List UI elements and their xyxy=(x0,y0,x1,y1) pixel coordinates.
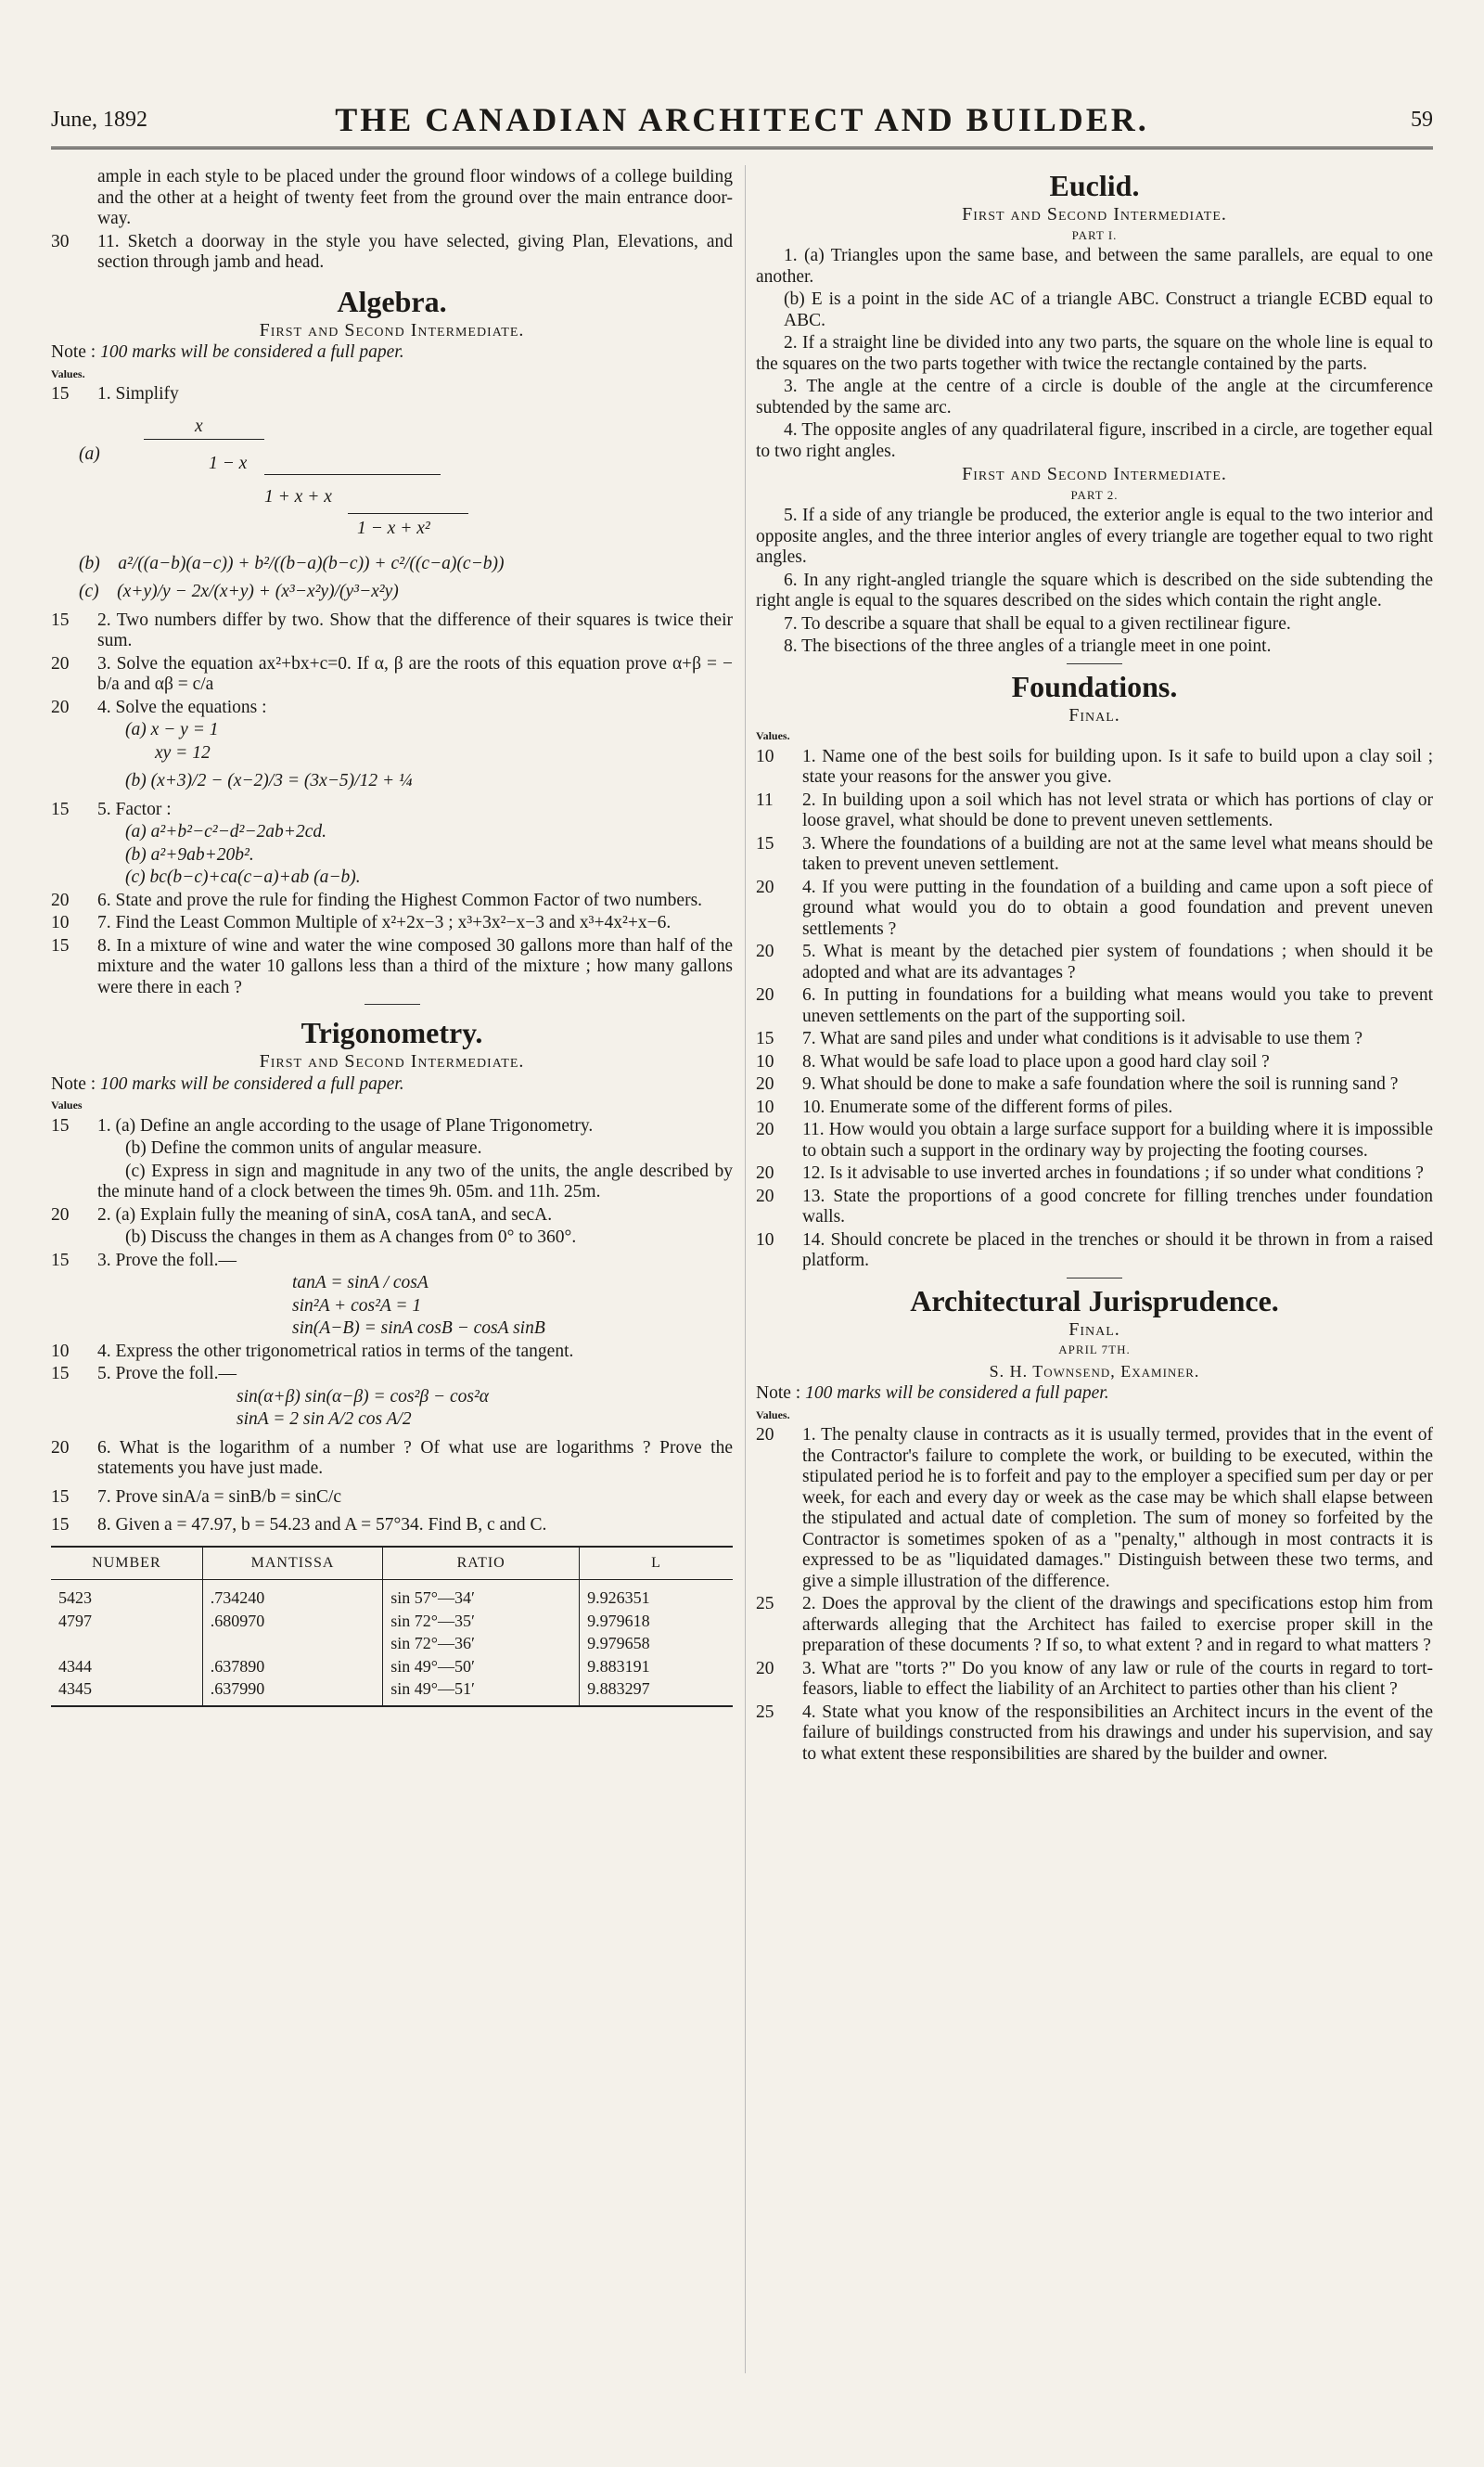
column-divider xyxy=(745,165,746,2373)
section-subtitle: Final. xyxy=(1068,704,1120,726)
equation: xy = 12 xyxy=(155,742,211,763)
value: 10 xyxy=(756,1097,774,1117)
question: 20 4. Solve the equations : xyxy=(51,697,267,717)
table-row xyxy=(51,1580,733,1610)
table-cell: sin 72°—35′ xyxy=(383,1610,580,1633)
page-number: 59 xyxy=(1411,108,1433,132)
section-subtitle: First and Second Intermediate. xyxy=(962,204,1227,225)
table-row xyxy=(51,1677,733,1706)
table-cell: 9.979618 xyxy=(580,1610,733,1633)
table-cell xyxy=(202,1632,382,1655)
table-cell: 4797 xyxy=(58,1611,92,1630)
question: 25 4. State what you know of the responsibilities an Architect incurs in the event of the failure of buildings constructed from his drawings and under his supervision, and say to what extent these responsibilities are shared by the builder and owner. xyxy=(756,1702,1433,1764)
note: Note : 100 marks will be considered a full paper. xyxy=(51,342,404,362)
page-header xyxy=(51,100,1433,149)
question: 15 8. In a mixture of wine and water the wine composed 30 gallons more than half of the mixture and the water 10 gallons less than a third of the mixture ; how many gallons were there in each ? xyxy=(51,935,733,997)
section-subtitle: First and Second Intermediate. xyxy=(259,319,525,340)
value: 15 xyxy=(51,799,70,819)
table-cell: 9.883297 xyxy=(580,1677,733,1706)
table-cell xyxy=(51,1632,202,1655)
equation: (b) a²/((a−b)(a−c)) + b²/((b−a)(b−c)) + c²/((c−a)(c−b)) xyxy=(79,553,505,573)
question: 20 3. What are "torts ?" Do you know of any law or rule of the courts in regard to tort-feasors, liable to effect the liability of an Architect to parties other than his client ? xyxy=(756,1658,1433,1699)
value: 20 xyxy=(756,1074,774,1094)
question: 10 4. Express the other trigonometrical ratios in terms of the tangent. xyxy=(51,1341,574,1361)
section-title-jurisprudence: Architectural Jurisprudence. xyxy=(910,1283,1279,1317)
question: 10 14. Should concrete be placed in the trenches or should it be thrown in from a raised platform. xyxy=(756,1229,1433,1270)
value: 11 xyxy=(756,790,774,810)
value: 10 xyxy=(51,913,70,932)
values-label: Values. xyxy=(756,729,790,742)
value: 20 xyxy=(51,653,70,674)
examiner: S. H. Townsend, Examiner. xyxy=(989,1361,1200,1381)
question: 20 6. What is the logarithm of a number ? Of what use are logarithms ? Prove the statements you have just made. xyxy=(51,1437,733,1478)
issue-date: June, 1892 xyxy=(51,108,147,132)
value: 15 xyxy=(51,610,70,630)
value: 20 xyxy=(756,1120,774,1139)
table-cell: 4345 xyxy=(51,1677,202,1706)
question: 15 3. Prove the foll.— xyxy=(51,1250,237,1270)
section-subtitle: First and Second Intermediate. xyxy=(259,1051,525,1072)
equation: sinA = 2 sin A/2 cos A/2 xyxy=(237,1409,412,1429)
value: 15 xyxy=(51,1250,70,1270)
table-header-row xyxy=(51,1547,733,1580)
question: 3. The angle at the centre of a circle is double of the angle at the circumference subtended by the same arc. xyxy=(756,377,1433,418)
value: 10 xyxy=(756,1229,774,1250)
equation: sin(A−B) = sinA cosB − cosA sinB xyxy=(292,1318,545,1338)
value: 20 xyxy=(756,1425,774,1445)
value: 10 xyxy=(756,746,774,766)
section-title-foundations: Foundations. xyxy=(1011,669,1178,703)
table-cell: 9.979658 xyxy=(580,1632,733,1655)
question: 20 6. State and prove the rule for finding the Highest Common Factor of two numbers. xyxy=(51,890,703,910)
question: 10 8. What would be safe load to place upon a good hard clay soil ? xyxy=(756,1051,1270,1072)
question-part: (b) Discuss the changes in them as A changes from 0° to 360°. xyxy=(125,1227,577,1247)
question: 15 5. Factor : xyxy=(51,799,172,819)
table-row xyxy=(51,1632,733,1655)
value: 15 xyxy=(51,1486,70,1507)
question: 1. (a) Triangles upon the same base, and between the same parallels, are equal to one another. xyxy=(756,246,1433,287)
table-row xyxy=(51,1610,733,1633)
value: 30 xyxy=(51,231,70,251)
equation: (a) a²+b²−c²−d²−2ab+2cd. xyxy=(125,822,326,842)
question: 20 12. Is it advisable to use inverted arches in foundations ; if so under what conditions ? xyxy=(756,1163,1424,1183)
question: 2. If a straight line be divided into any two parts, the square on the whole line is equal to the squares on the two parts together with twice the rectangle contained by the parts. xyxy=(756,333,1433,374)
question: 20 11. How would you obtain a large surface support for a building where it is impossible to obtain such a support in the ordinary way by projecting the footing courses. xyxy=(756,1120,1433,1161)
question-part: (b) Define the common units of angular measure. xyxy=(125,1138,482,1158)
table-cell: .637990 xyxy=(202,1677,382,1706)
question: 20 3. Solve the equation ax²+bx+c=0. If α, β are the roots of this equation prove α+β = − b/a and αβ = c/a xyxy=(51,653,733,694)
section-subtitle: First and Second Intermediate. xyxy=(962,464,1227,484)
value: 15 xyxy=(51,935,70,956)
question: 20 6. In putting in foundations for a building what means would you take to prevent uneven settlements on the part of the supporting soil. xyxy=(756,985,1433,1026)
equation: (a) x − y = 1 xyxy=(125,720,219,739)
value: 15 xyxy=(756,1029,774,1048)
equation: (c) (x+y)/y − 2x/(x+y) + (x³−x²y)/(y³−x²y) xyxy=(79,582,399,601)
question: 11 2. In building upon a soil which has not level strata or which has portions of clay or loose gravel, what should be done to prevent uneven settlements. xyxy=(756,790,1433,830)
table-cell: 4344 xyxy=(58,1656,92,1676)
question: 25 2. Does the approval by the client of the drawings and specifications estop him from afterwards alleging that the Architect has failed to exercise proper skill in the preparation of these documents ? If so, to what extent ? and in regard to what matters ? xyxy=(756,1594,1433,1655)
question: 5. If a side of any triangle be produced, the exterior angle is equal to the two interior and opposite angles, and the three interior angles of every triangle are together equal to two right angles. xyxy=(756,506,1433,567)
part-label: PART I. xyxy=(1071,227,1118,242)
table-cell: sin 49°—50′ xyxy=(383,1655,580,1678)
value: 20 xyxy=(756,877,774,897)
section-title-trigonometry: Trigonometry. xyxy=(301,1016,483,1049)
table-cell: 9.926351 xyxy=(580,1580,733,1610)
column-header: L xyxy=(580,1547,733,1580)
exam-date: APRIL 7TH. xyxy=(1058,1343,1131,1356)
question: 8. The bisections of the three angles of a triangle meet in one point. xyxy=(784,636,1272,656)
question: 6. In any right-angled triangle the square which is described on the side subtending the right angle is equal to the squares described on the sides which contain the right angle. xyxy=(756,570,1433,610)
equation: (b) (x+3)/2 − (x−2)/3 = (3x−5)/12 + ¼ xyxy=(125,771,413,790)
value: 20 xyxy=(51,890,70,910)
section-rule xyxy=(1067,663,1122,664)
note: Note : 100 marks will be considered a full paper. xyxy=(756,1383,1109,1403)
equation: tanA = sinA / cosA xyxy=(292,1273,429,1292)
value: 20 xyxy=(756,985,774,1005)
question: 20 13. State the proportions of a good concrete for filling trenches under foundation walls. xyxy=(756,1186,1433,1227)
question: 15 1. Simplify xyxy=(51,384,179,404)
table-cell: 9.883191 xyxy=(580,1655,733,1678)
question: 20 2. (a) Explain fully the meaning of sinA, cosA tanA, and secA. xyxy=(51,1204,553,1225)
question: 7. To describe a square that shall be equal to a given rectilinear figure. xyxy=(784,613,1291,634)
table-cell: .680970 xyxy=(202,1610,382,1633)
table-cell: 5423 xyxy=(58,1588,92,1607)
section-rule xyxy=(365,1004,420,1005)
question: 10 7. Find the Least Common Multiple of x²+2x−3 ; x³+3x²−x−3 and x³+4x²+x−6. xyxy=(51,913,672,932)
table-cell: .637890 xyxy=(202,1655,382,1678)
question: 15 7. What are sand piles and under what conditions is it advisable to use them ? xyxy=(756,1029,1362,1048)
table-cell: .734240 xyxy=(202,1580,382,1610)
question: (b) E is a point in the side AC of a triangle ABC. Construct a triangle ECBD equal to ABC. xyxy=(784,289,1433,330)
value: 25 xyxy=(756,1702,774,1722)
value: 10 xyxy=(756,1051,774,1072)
value: 20 xyxy=(51,1204,70,1225)
value: 25 xyxy=(756,1594,774,1613)
value: 15 xyxy=(756,833,774,854)
table-cell: sin 72°—36′ xyxy=(383,1632,580,1655)
equation: sin²A + cos²A = 1 xyxy=(292,1295,422,1316)
right-column xyxy=(756,167,1433,1767)
equation: (c) bc(b−c)+ca(c−a)+ab (a−b). xyxy=(125,867,361,887)
value: 10 xyxy=(51,1341,70,1361)
values-label: Values xyxy=(51,1099,83,1111)
column-header: MANTISSA xyxy=(202,1547,382,1580)
masthead: THE CANADIAN ARCHITECT AND BUILDER. xyxy=(335,101,1149,138)
value: 20 xyxy=(756,942,774,961)
value: 15 xyxy=(51,1115,70,1136)
section-subtitle: Final. xyxy=(1068,1318,1120,1340)
logarithm-table xyxy=(51,1546,733,1707)
left-column xyxy=(51,167,733,1707)
question: 20 4. If you were putting in the foundation of a building and came upon a soft piece of ground what would you do to obtain a good foundation and prevent uneven settlements ? xyxy=(756,877,1433,939)
question: 20 9. What should be done to make a safe foundation where the soil is running sand ? xyxy=(756,1074,1399,1094)
question: 15 2. Two numbers differ by two. Show that the difference of their squares is twice their sum. xyxy=(51,610,733,650)
question: ample in each style to be placed under the ground floor windows of a college building and the other at a height of twenty feet from the ground over the main entrance door-way. xyxy=(97,167,733,228)
values-label: Values. xyxy=(756,1407,790,1421)
value: 15 xyxy=(51,1515,70,1535)
value: 20 xyxy=(51,1437,70,1458)
question: 15 7. Prove sinA/a = sinB/b = sinC/c xyxy=(51,1486,342,1507)
value: 15 xyxy=(51,1364,70,1383)
value: 20 xyxy=(756,1163,774,1183)
question: 4. The opposite angles of any quadrilateral figure, inscribed in a circle, are together equal to two right angles. xyxy=(756,420,1433,461)
part-label: PART 2. xyxy=(1070,487,1119,502)
question: 30 11. Sketch a doorway in the style you have selected, giving Plan, Elevations, and section through jamb and head. xyxy=(51,231,733,272)
values-label: Values. xyxy=(51,366,85,380)
section-title-euclid: Euclid. xyxy=(1049,169,1140,202)
question: 15 5. Prove the foll.— xyxy=(51,1364,237,1383)
table-cell: sin 57°—34′ xyxy=(383,1580,580,1610)
question: 15 1. (a) Define an angle according to the usage of Plane Trigonometry. xyxy=(51,1115,594,1136)
question: 15 8. Given a = 47.97, b = 54.23 and A = 57°34. Find B, c and C. xyxy=(51,1515,547,1535)
question: 15 3. Where the foundations of a building are not at the same level what means should be taken to prevent uneven settlement. xyxy=(756,833,1433,874)
section-title-algebra: Algebra. xyxy=(337,284,447,318)
value: 20 xyxy=(756,1186,774,1206)
foundations-questions xyxy=(756,747,1433,1272)
value: 20 xyxy=(756,1658,774,1678)
value: 15 xyxy=(51,384,70,404)
complex-fraction: (a) x 1 − x 1 + x + x 1 − x + x² xyxy=(51,407,733,546)
question: 10 1. Name one of the best soils for building upon. Is it safe to build upon a clay soil ; state your reasons for the answer you give. xyxy=(756,746,1433,787)
column-header: RATIO xyxy=(383,1547,580,1580)
column-header: NUMBER xyxy=(51,1547,202,1580)
table-cell: sin 49°—51′ xyxy=(383,1677,580,1706)
equation: (b) a²+9ab+20b². xyxy=(125,844,254,865)
question: 20 5. What is meant by the detached pier system of foundations ; when should it be adopted and what are its advantages ? xyxy=(756,942,1433,983)
equation: sin(α+β) sin(α−β) = cos²β − cos²α xyxy=(237,1386,490,1407)
question: 20 1. The penalty clause in contracts as it is usually termed, provides that in the event of the Contractor's failure to complete the work, or building to be executed, within the stipulated period he is to forfeit and pay to the employer a specified sum per day or per week, for each and every day or week as the case may be which shall elapse between the stipulated and actual date of completion. The sum of money so forfeited by the Contractor is sometimes spoken of as a "penalty," although in most contracts it is expressed to be as "liquidated damages." Distinguish between these two terms, and give a simple illustration of the difference. xyxy=(756,1425,1433,1591)
note: Note : 100 marks will be considered a full paper. xyxy=(51,1073,404,1094)
question-part: (c) Express in sign and magnitude in any two of the units, the angle described by the minute hand of a clock between the times 9h. 05m. and 11h. 25m. xyxy=(97,1161,733,1201)
table-row xyxy=(51,1655,733,1678)
question: 10 10. Enumerate some of the different forms of piles. xyxy=(756,1097,1173,1117)
value: 20 xyxy=(51,697,70,717)
